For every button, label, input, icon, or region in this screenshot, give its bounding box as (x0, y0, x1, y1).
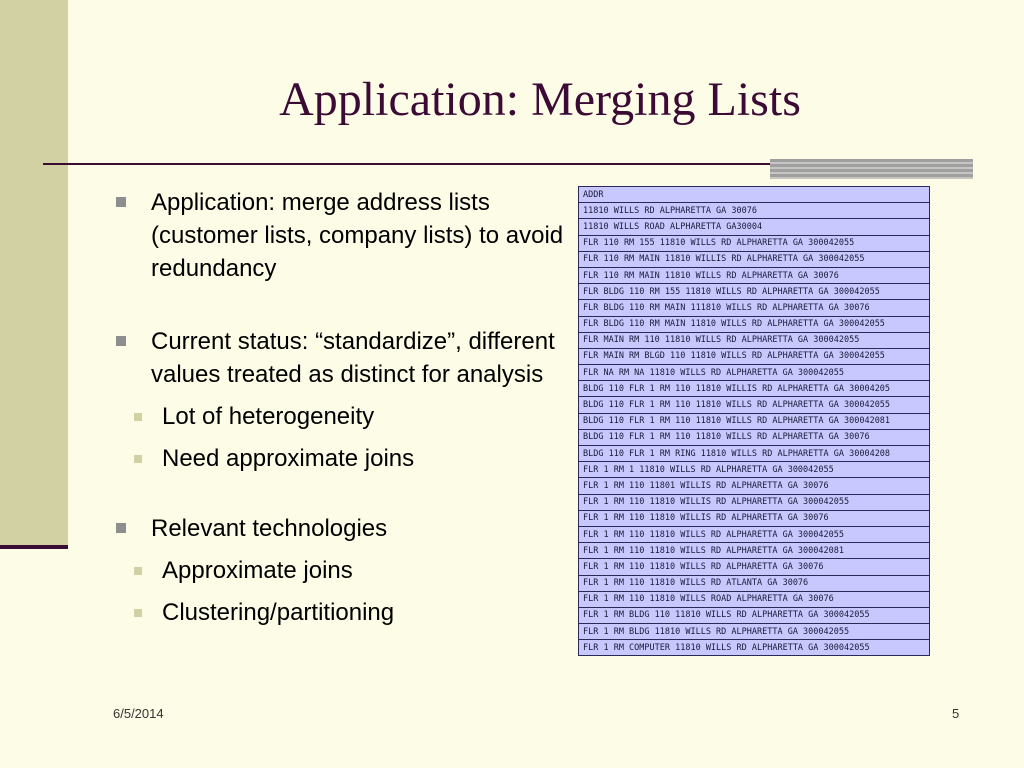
table-cell-addr: FLR 1 RM COMPUTER 11810 WILLS RD ALPHARETTA GA 300042055 (579, 640, 930, 656)
table-cell-addr: FLR 1 RM 1 11810 WILLS RD ALPHARETTA GA 300042055 (579, 462, 930, 478)
address-table (578, 186, 930, 656)
table-row (579, 429, 930, 445)
table-cell-addr: FLR 1 RM 110 11810 WILLS RD ALPHARETTA GA 300042081 (579, 543, 930, 559)
title-rule-accent (770, 159, 973, 179)
table-cell-addr: FLR BLDG 110 RM MAIN 111810 WILLS RD ALPHARETTA GA 30076 (579, 300, 930, 316)
sub-bullet-text: Clustering/partitioning (162, 599, 395, 626)
bullet-item (116, 512, 566, 545)
table-cell-addr: FLR 1 RM BLDG 11810 WILLS RD ALPHARETTA GA 300042055 (579, 624, 930, 640)
table-cell-addr: FLR 110 RM 155 11810 WILLS RD ALPHARETTA GA 300042055 (579, 235, 930, 251)
table-cell-addr: FLR NA RM NA 11810 WILLS RD ALPHARETTA GA 300042055 (579, 365, 930, 381)
table-row (579, 446, 930, 462)
table-row (579, 348, 930, 364)
footer-page-number: 5 (952, 706, 960, 721)
table-cell-addr: FLR 110 RM MAIN 11810 WILLIS RD ALPHARETTA GA 300042055 (579, 251, 930, 267)
sub-bullet-text: Approximate joins (162, 557, 353, 584)
table-row (579, 251, 930, 267)
table-cell-addr: BLDG 110 FLR 1 RM 110 11810 WILLIS RD ALPHARETTA GA 30004205 (579, 381, 930, 397)
sub-bullet-item (81, 596, 566, 629)
bullet-text: Application: merge address lists (customer lists, company lists) to avoid redundancy (151, 189, 564, 282)
bullet-list (116, 186, 566, 629)
table-row (579, 591, 930, 607)
bullet-item (116, 325, 566, 391)
table-cell-addr: FLR 1 RM 110 11810 WILLIS RD ALPHARETTA GA 300042055 (579, 494, 930, 510)
title-rule (43, 163, 770, 165)
table-row (579, 381, 930, 397)
sub-bullet-text: Need approximate joins (162, 445, 415, 472)
table-row (579, 413, 930, 429)
table-cell-addr: FLR BLDG 110 RM MAIN 11810 WILLS RD ALPHARETTA GA 300042055 (579, 316, 930, 332)
table-row (579, 526, 930, 542)
table-cell-addr: FLR 1 RM BLDG 110 11810 WILLS RD ALPHARETTA GA 300042055 (579, 607, 930, 623)
bullet-text: Current status: “standardize”, different values treated as distinct for analysis (151, 328, 555, 388)
left-accent-bar (0, 0, 68, 547)
table-cell-addr: FLR 1 RM 110 11801 WILLIS RD ALPHARETTA GA 30076 (579, 478, 930, 494)
table-cell-addr: FLR 1 RM 110 11810 WILLS RD ATLANTA GA 30076 (579, 575, 930, 591)
sub-bullet-item (81, 400, 566, 433)
table-row (579, 607, 930, 623)
bullet-square-icon (116, 197, 126, 207)
table-row (579, 462, 930, 478)
sub-bullet-square-icon (134, 609, 142, 617)
table-cell-addr: FLR BLDG 110 RM 155 11810 WILLS RD ALPHARETTA GA 300042055 (579, 284, 930, 300)
table-cell-addr: FLR MAIN RM 110 11810 WILLS RD ALPHARETTA GA 300042055 (579, 332, 930, 348)
table-cell-addr: BLDG 110 FLR 1 RM RING 11810 WILLS RD ALPHARETTA GA 30004208 (579, 446, 930, 462)
table-row (579, 478, 930, 494)
sub-bullet-item (81, 554, 566, 587)
table-row (579, 332, 930, 348)
table-row (579, 365, 930, 381)
sub-bullet-square-icon (134, 413, 142, 421)
table-cell-addr: 11810 WILLS RD ALPHARETTA GA 30076 (579, 203, 930, 219)
bullet-item (116, 186, 566, 285)
table-header-addr: ADDR (579, 187, 930, 203)
sub-bullet-square-icon (134, 455, 142, 463)
sub-bullet-item (81, 442, 566, 475)
table-row (579, 575, 930, 591)
table-row (579, 300, 930, 316)
table-row (579, 284, 930, 300)
bullet-square-icon (116, 336, 126, 346)
table-row (579, 397, 930, 413)
table-cell-addr: FLR 1 RM 110 11810 WILLS RD ALPHARETTA GA 300042055 (579, 526, 930, 542)
table-row (579, 219, 930, 235)
table-cell-addr: FLR 1 RM 110 11810 WILLS ROAD ALPHARETTA GA 30076 (579, 591, 930, 607)
bullet-text: Relevant technologies (151, 515, 388, 542)
table-row (579, 510, 930, 526)
table-row (579, 203, 930, 219)
slide-title: Application: Merging Lists (279, 73, 801, 126)
sub-bullet-text: Lot of heterogeneity (162, 403, 375, 430)
footer-date: 6/5/2014 (113, 706, 164, 721)
table-row (579, 624, 930, 640)
table-row (579, 494, 930, 510)
left-accent-line (0, 545, 68, 549)
table-cell-addr: FLR 1 RM 110 11810 WILLS RD ALPHARETTA GA 30076 (579, 559, 930, 575)
bullet-square-icon (116, 523, 126, 533)
table-cell-addr: 11810 WILLS ROAD ALPHARETTA GA30004 (579, 219, 930, 235)
table-cell-addr: BLDG 110 FLR 1 RM 110 11810 WILLS RD ALPHARETTA GA 300042055 (579, 397, 930, 413)
table-row (579, 559, 930, 575)
table-cell-addr: BLDG 110 FLR 1 RM 110 11810 WILLS RD ALPHARETTA GA 300042081 (579, 413, 930, 429)
table-row (579, 543, 930, 559)
table-cell-addr: BLDG 110 FLR 1 RM 110 11810 WILLS RD ALPHARETTA GA 30076 (579, 429, 930, 445)
sub-bullet-square-icon (134, 567, 142, 575)
table-row (579, 316, 930, 332)
table-row (579, 267, 930, 283)
table-cell-addr: FLR MAIN RM BLGD 110 11810 WILLS RD ALPHARETTA GA 300042055 (579, 348, 930, 364)
table-cell-addr: FLR 1 RM 110 11810 WILLIS RD ALPHARETTA GA 30076 (579, 510, 930, 526)
table-cell-addr: FLR 110 RM MAIN 11810 WILLS RD ALPHARETTA GA 30076 (579, 267, 930, 283)
table-row (579, 235, 930, 251)
table-row (579, 640, 930, 656)
